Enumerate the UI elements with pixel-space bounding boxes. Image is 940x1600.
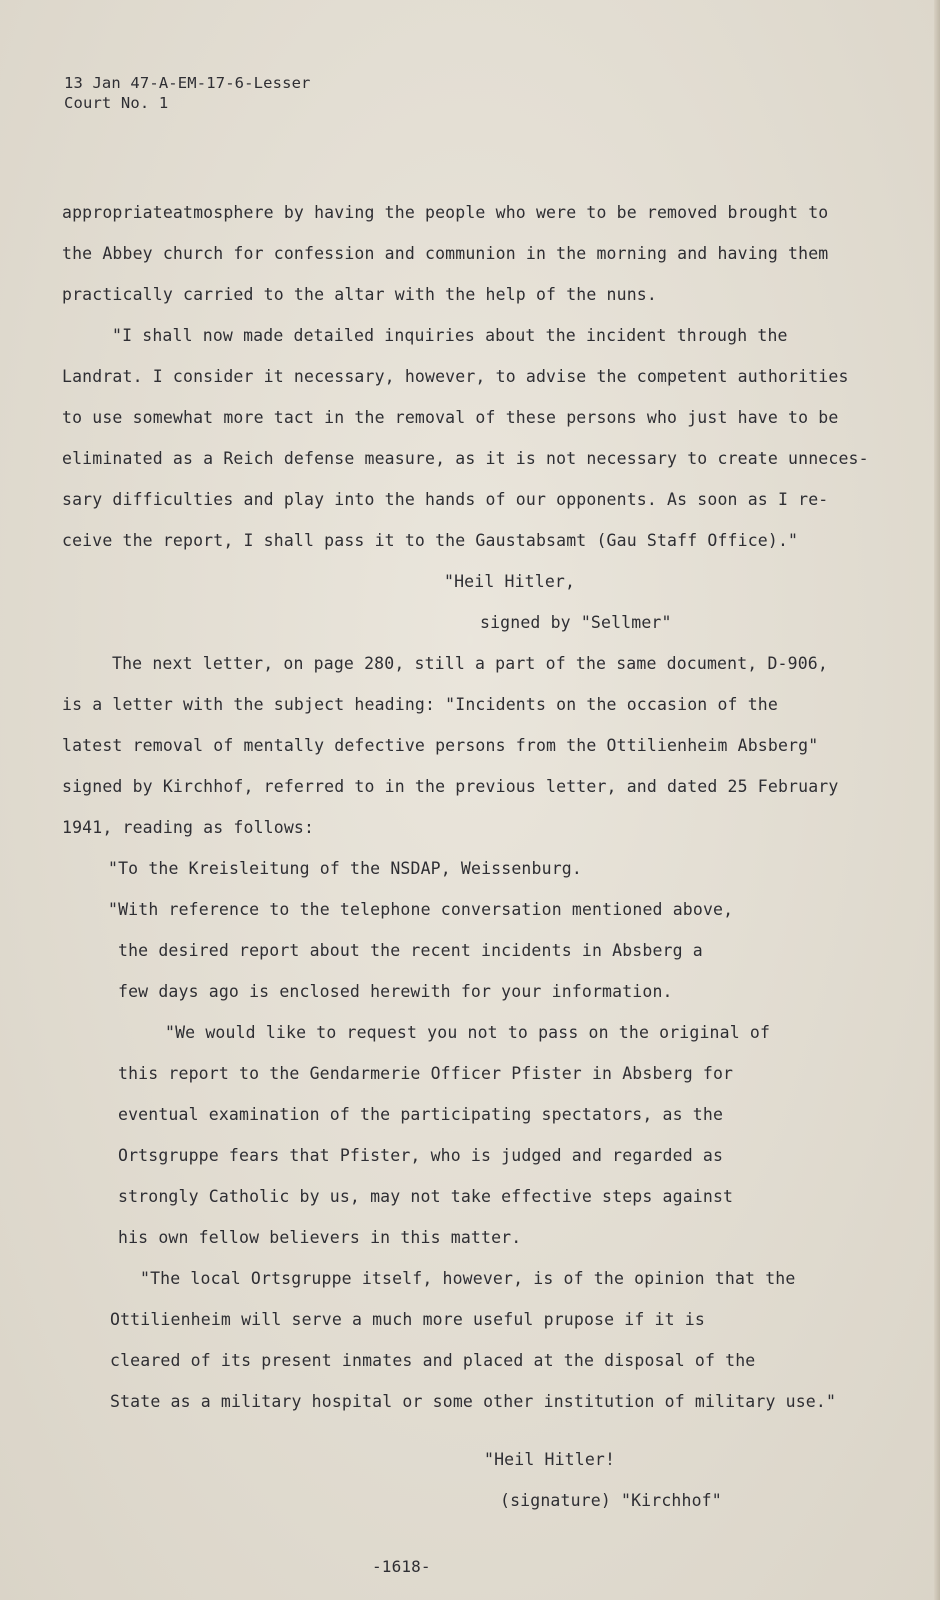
body-line: 1941, reading as follows:	[62, 818, 315, 837]
page-number: -1618-	[372, 1557, 431, 1576]
body-line: cleared of its present inmates and placed at the disposal of the	[110, 1351, 756, 1370]
body-line: sary difficulties and play into the hands of our opponents. As soon as I re-	[62, 490, 829, 509]
body-line: Ortsgruppe fears that Pfister, who is judged and regarded as	[118, 1146, 724, 1165]
body-line: is a letter with the subject heading: "Incidents on the occasion of the	[62, 695, 778, 714]
body-line: "With reference to the telephone conversation mentioned above,	[108, 900, 734, 919]
body-line: Ottilienheim will serve a much more useful prupose if it is	[110, 1310, 705, 1329]
signature-line: (signature) "Kirchhof"	[500, 1491, 722, 1510]
closing-salutation: "Heil Hitler!	[484, 1450, 616, 1469]
body-line: appropriateatmosphere by having the people who were to be removed brought to	[62, 203, 829, 222]
body-line: this report to the Gendarmerie Officer Pfister in Absberg for	[118, 1064, 734, 1083]
signature-line: signed by "Sellmer"	[480, 613, 672, 632]
body-line: the Abbey church for confession and communion in the morning and having them	[62, 244, 829, 263]
body-line: ceive the report, I shall pass it to the Gaustabsamt (Gau Staff Office)."	[62, 531, 799, 550]
body-line: to use somewhat more tact in the removal of these persons who just have to be	[62, 408, 839, 427]
body-line: "The local Ortsgruppe itself, however, is of the opinion that the	[140, 1269, 796, 1288]
body-line: strongly Catholic by us, may not take effective steps against	[118, 1187, 734, 1206]
paper-edge	[934, 0, 940, 1600]
body-line: Landrat. I consider it necessary, however, to advise the competent authorities	[62, 367, 849, 386]
body-line: "I shall now made detailed inquiries about the incident through the	[112, 326, 788, 345]
closing-salutation: "Heil Hitler,	[444, 572, 576, 591]
body-line: latest removal of mentally defective persons from the Ottilienheim Absberg"	[62, 736, 819, 755]
body-line: his own fellow believers in this matter.	[118, 1228, 522, 1247]
body-line: few days ago is enclosed herewith for your information.	[118, 982, 673, 1001]
body-line: State as a military hospital or some other institution of military use."	[110, 1392, 837, 1411]
body-line: The next letter, on page 280, still a part of the same document, D-906,	[112, 654, 828, 673]
body-line: eventual examination of the participating spectators, as the	[118, 1105, 724, 1124]
header-line-2: Court No. 1	[64, 94, 169, 112]
body-line: practically carried to the altar with the help of the nuns.	[62, 285, 657, 304]
body-line: the desired report about the recent incidents in Absberg a	[118, 941, 703, 960]
body-line: "We would like to request you not to pass on the original of	[165, 1023, 771, 1042]
body-line: "To the Kreisleitung of the NSDAP, Weissenburg.	[108, 859, 582, 878]
body-line: eliminated as a Reich defense measure, as it is not necessary to create unneces-	[62, 449, 869, 468]
body-line: signed by Kirchhof, referred to in the previous letter, and dated 25 February	[62, 777, 839, 796]
header-line-1: 13 Jan 47-A-EM-17-6-Lesser	[64, 74, 311, 92]
